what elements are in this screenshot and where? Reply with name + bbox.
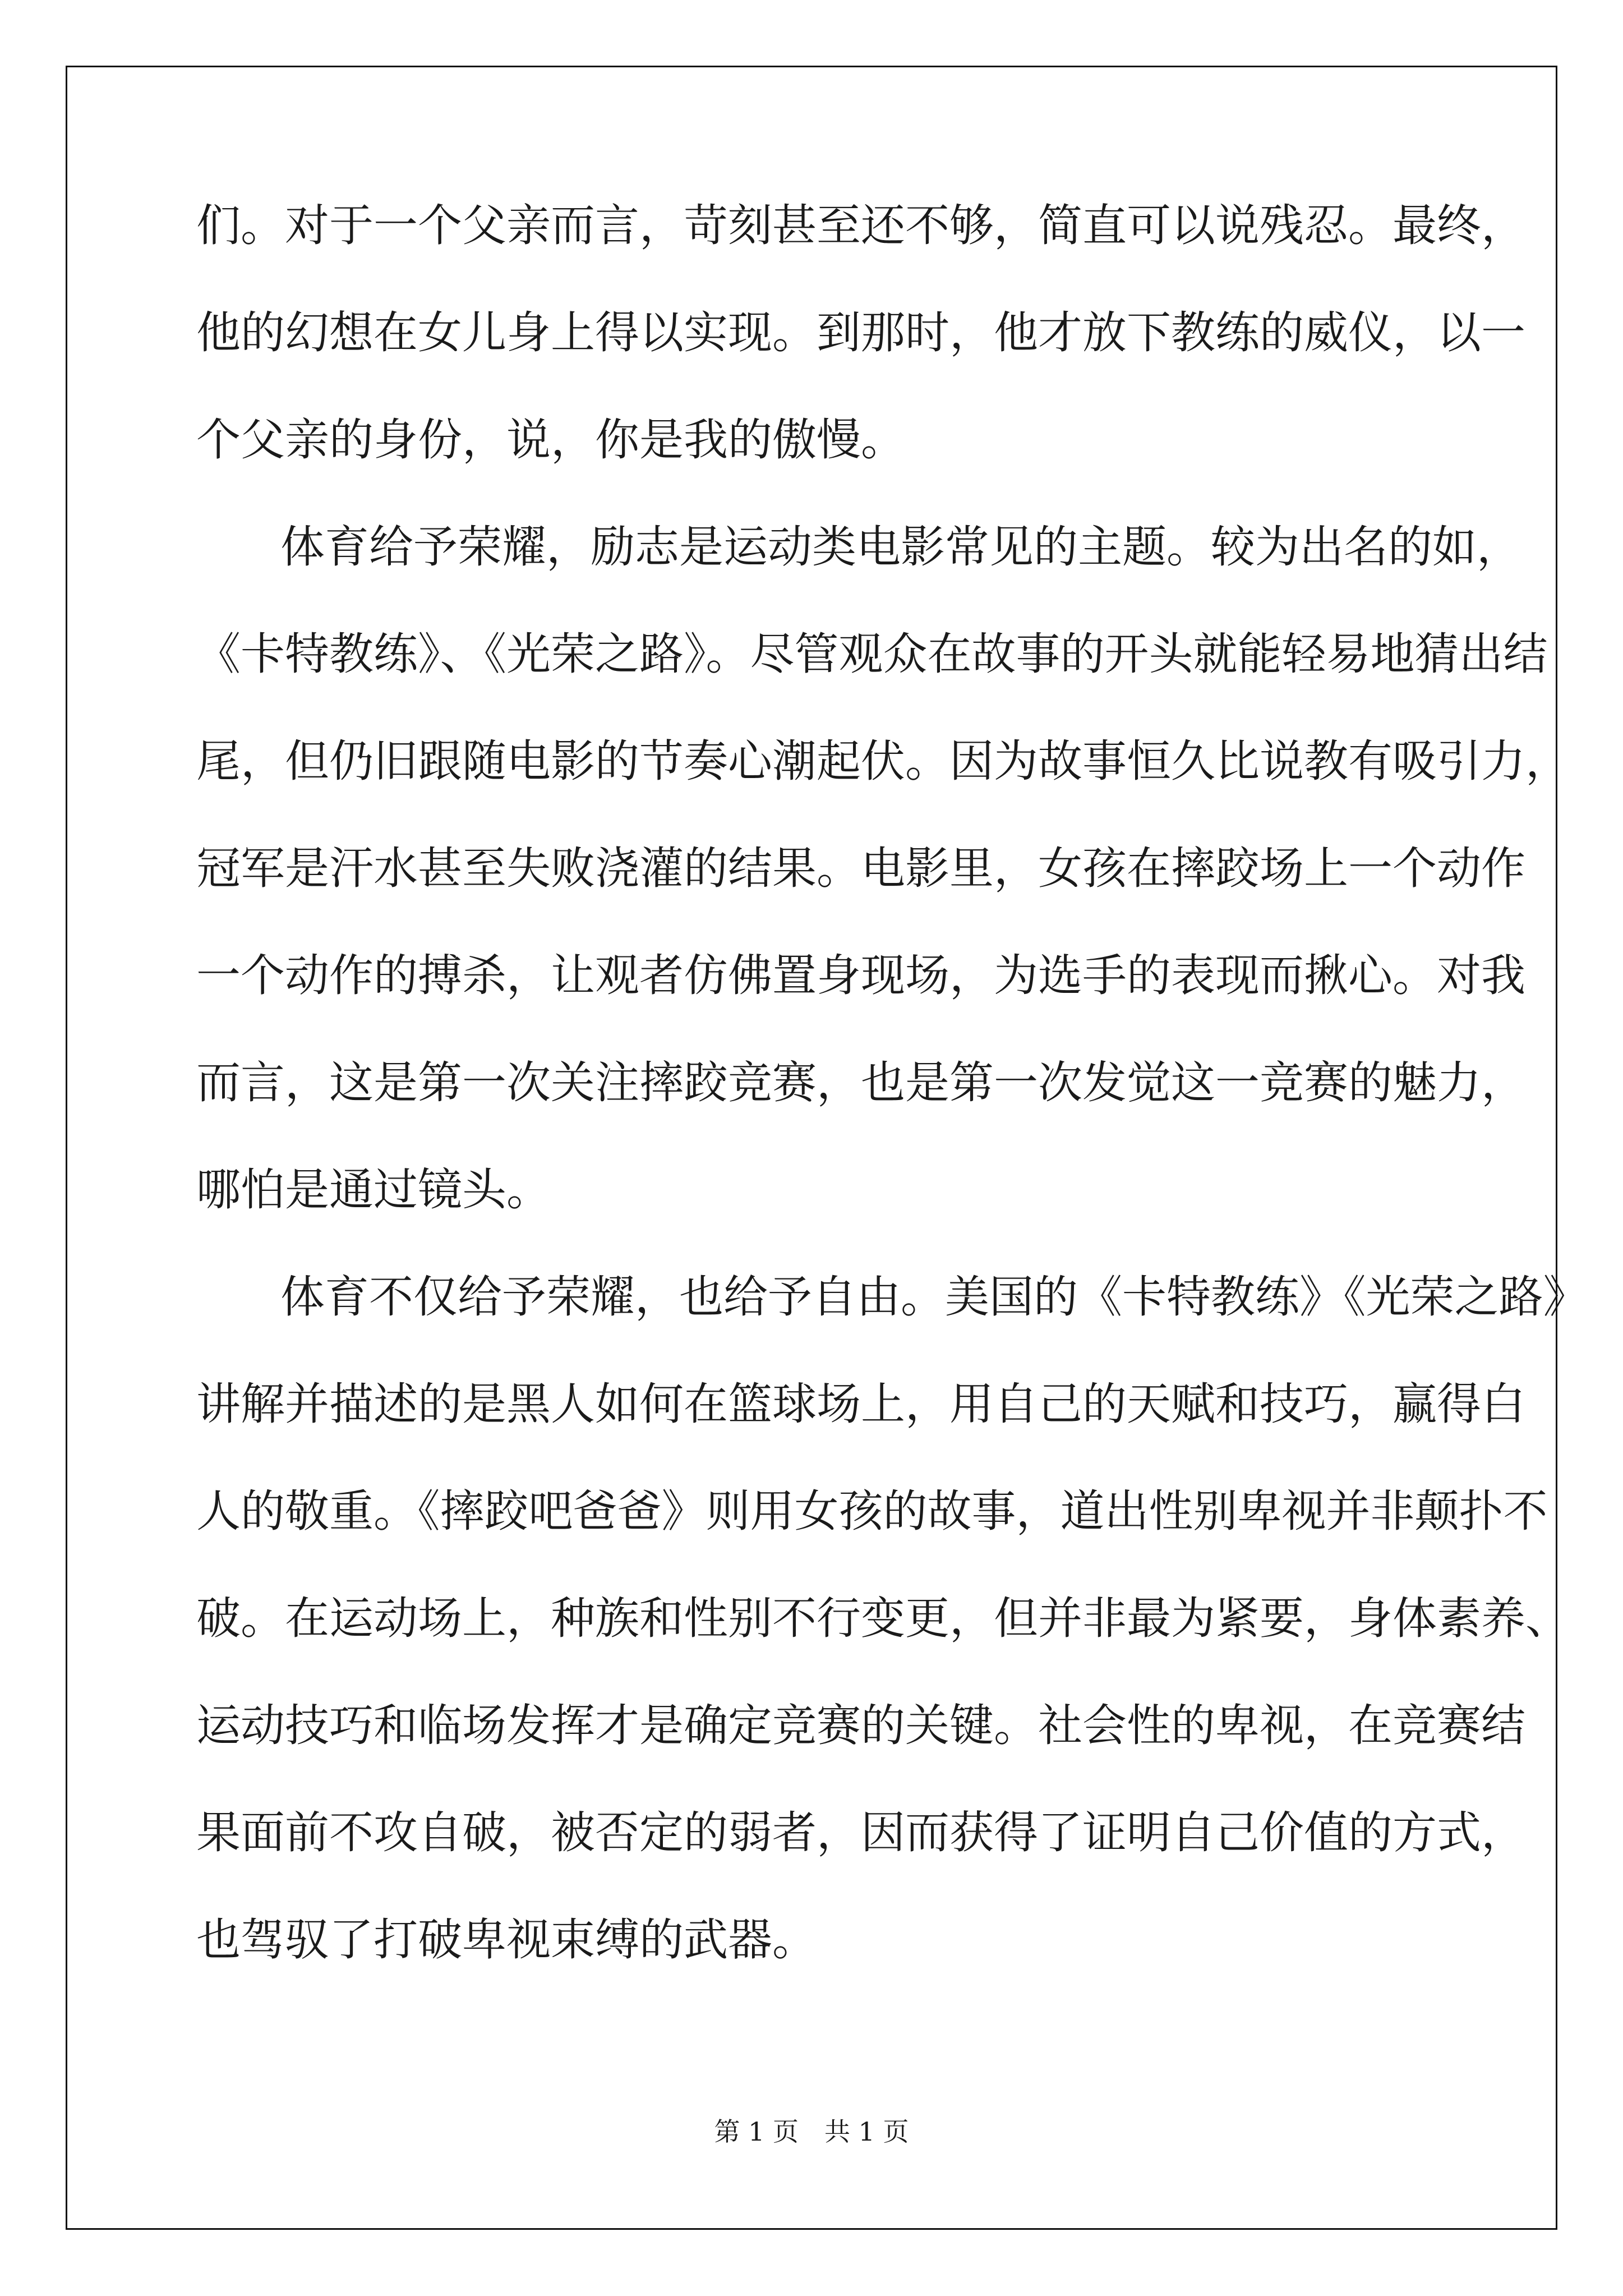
text-line: 个父亲的身份，说，你是我的傲慢。 <box>196 414 905 466</box>
page-footer <box>0 2115 1623 2148</box>
text-line: 们。对于一个父亲而言，苛刻甚至还不够，简直可以说残忍。最终， <box>196 200 1525 251</box>
text-line: 运动技巧和临场发挥才是确定竞赛的关键。社会性的卑视，在竞赛结 <box>196 1700 1525 1751</box>
page-number: 第 1 页 共 1 页 <box>714 2116 909 2147</box>
text-line: 人的敬重。《摔跤吧爸爸》则用女孩的故事，道出性别卑视并非颠扑不 <box>196 1485 1548 1537</box>
text-line: 而言，这是第一次关注摔跤竞赛，也是第一次发觉这一竞赛的魅力， <box>196 1057 1525 1108</box>
text-line: 一个动作的搏杀，让观者仿佛置身现场，为选手的表现而揪心。对我 <box>196 950 1525 1001</box>
paragraph-first-line: 体育给予荣耀，励志是运动类电影常见的主题。较为出名的如， <box>280 521 1521 573</box>
text-line: 他的幻想在女儿身上得以实现。到那时，他才放下教练的威仪，以一 <box>196 307 1525 358</box>
text-line: 破。在运动场上，种族和性别不行变更，但并非最为紧要，身体素养、 <box>196 1593 1570 1644</box>
text-line: 哪怕是通过镜头。 <box>196 1164 551 1216</box>
text-line: 冠军是汗水甚至失败浇灌的结果。电影里，女孩在摔跤场上一个动作 <box>196 843 1525 894</box>
text-line: 也驾驭了打破卑视束缚的武器。 <box>196 1914 817 1966</box>
paragraph-first-line: 体育不仅给予荣耀，也给予自由。美国的《卡特教练》《光荣之路》 <box>280 1271 1588 1323</box>
text-line: 果面前不攻自破，被否定的弱者，因而获得了证明自己价值的方式， <box>196 1807 1525 1858</box>
text-line: 讲解并描述的是黑人如何在篮球场上，用自己的天赋和技巧，赢得白 <box>196 1378 1525 1430</box>
text-line: 《卡特教练》、《光荣之路》。尽管观众在故事的开头就能轻易地猜出结 <box>196 628 1548 680</box>
text-line: 尾，但仍旧跟随电影的节奏心潮起伏。因为故事恒久比说教有吸引力， <box>196 735 1570 787</box>
document-body <box>196 197 1588 2019</box>
